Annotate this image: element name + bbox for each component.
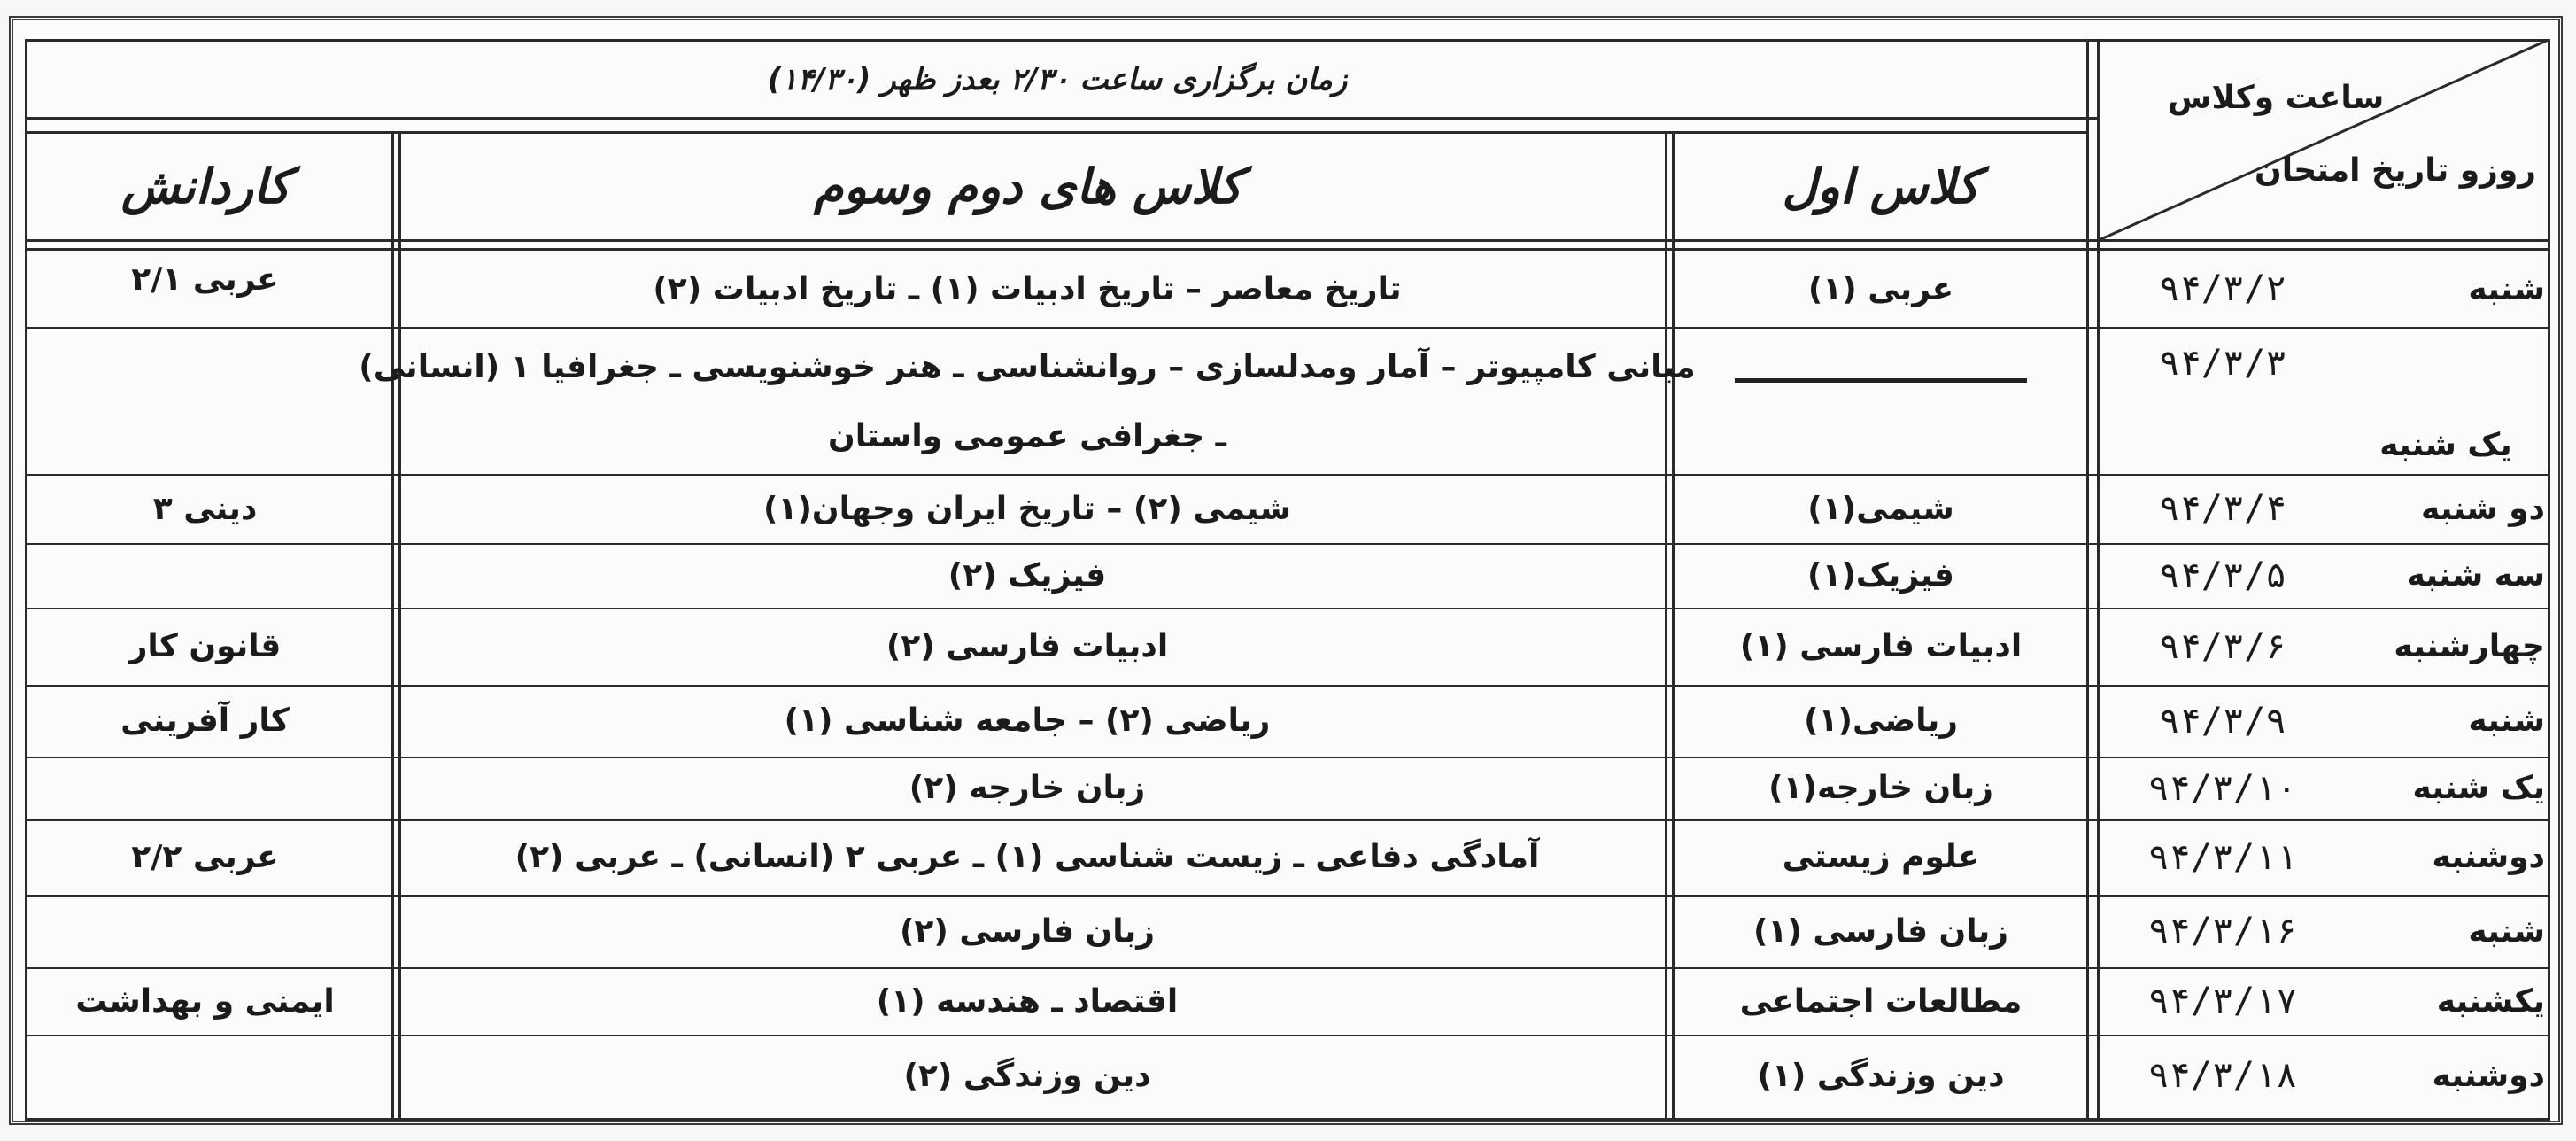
date-cell-text: ۹۴/۳/۹ (2158, 700, 2287, 741)
day-cell (2347, 608, 2545, 685)
first-grade-subject-text: ریاضی(۱) (1804, 702, 1958, 739)
first-grade-subject (1675, 757, 2086, 819)
date-cell (2108, 1035, 2338, 1116)
day-cell (2347, 819, 2545, 895)
kardanesh-subject-text: دینی ۳ (152, 490, 258, 527)
date-cell (2108, 251, 2338, 327)
exam-time-note (35, 44, 2079, 115)
date-cell-text: ۹۴/۳/۱۸ (2147, 1055, 2298, 1096)
day-cell-text: یک شنبه (2412, 770, 2545, 806)
first-column-left-2 (1665, 133, 1667, 1121)
dash-mark (1735, 378, 2027, 383)
first-grade-subject-text: مطالعات اجتماعی (1739, 982, 2023, 1020)
day-cell-text: شنبه (2468, 270, 2545, 307)
first-grade-subject-text: ادبیات فارسی (۱) (1739, 628, 2023, 664)
kardanesh-subject-text: قانون کار (128, 628, 282, 664)
first-grade-subject-text: شیمی(۱) (1807, 490, 1954, 527)
first-grade-subject (1675, 685, 2086, 757)
date-cell (2108, 543, 2338, 608)
second-third-subjects (402, 967, 1652, 1035)
date-cell (2108, 608, 2338, 685)
date-cell (2108, 685, 2338, 757)
first-grade-subject (1675, 967, 2086, 1035)
day-cell (2347, 251, 2545, 327)
first-grade-subject (1675, 895, 2086, 967)
day-cell-text: سه شنبه (2406, 557, 2545, 594)
second-third-subjects (402, 757, 1652, 819)
first-grade-subject (1675, 608, 2086, 685)
kardanesh-subject (30, 251, 380, 327)
first-grade-subject (1675, 819, 2086, 895)
day-cell-text: دوشنبه (2432, 1057, 2545, 1094)
second-third-subjects (402, 819, 1652, 895)
second-third-subjects-text: مبانی کامپیوتر – آمار ومدلسازی – روانشناسی ـ هنر خوشنویسی ـ جغرافیا ۱ (انسانی) (359, 348, 1696, 385)
second-third-subjects-text: آمادگی دفاعی ـ زیست شناسی (۱) ـ عربی ۲ (انسانی) ـ عربی (۲) (514, 839, 1540, 875)
day-cell (2347, 327, 2545, 474)
kardanesh-subject (30, 967, 380, 1035)
second-column-left-2 (391, 133, 394, 1121)
kardanesh-subject-text: ایمنی و بهداشت (75, 982, 335, 1020)
date-cell-text: ۹۴/۳/۱۷ (2147, 981, 2298, 1021)
second-column-left (398, 133, 401, 1121)
column-header-kardanesh (27, 133, 385, 239)
second-third-subjects-text: ادبیات فارسی (۲) (886, 628, 1169, 664)
date-cell-text: ۹۴/۳/۱۰ (2147, 767, 2298, 809)
date-cell-text: ۹۴/۳/۶ (2158, 625, 2287, 667)
second-third-subjects-text: زبان خارجه (۲) (909, 770, 1146, 806)
kardanesh-subject (30, 474, 380, 543)
column-header-first (1672, 133, 2090, 239)
kardanesh-subject-text: کار آفرینی (120, 702, 290, 739)
column-header-first-text: کلاس اول (1782, 158, 1980, 214)
frame-bottom (25, 1118, 2550, 1121)
column-header-second-third-text: کلاس های دوم وسوم (814, 158, 1242, 214)
first-grade-subject-text: فیزیک(۱) (1807, 557, 1954, 594)
day-cell (2347, 685, 2545, 757)
second-third-subjects (359, 331, 1696, 402)
date-cell (2108, 895, 2338, 967)
date-cell (2108, 757, 2338, 819)
date-cell-text: ۹۴/۳/۵ (2158, 555, 2287, 596)
corner-label-bottom (2249, 133, 2541, 208)
second-third-subjects (402, 608, 1652, 685)
corner-label-bottom-text: روزو تاریخ امتحان (2255, 152, 2537, 189)
day-cell-text: چهارشنبه (2394, 628, 2545, 664)
day-cell (2347, 895, 2545, 967)
second-third-subjects-text: ریاضی (۲) – جامعه شناسی (۱) (784, 702, 1271, 739)
corner-label-top (2143, 62, 2409, 133)
date-cell-text: ۹۴/۳/۱۱ (2147, 836, 2298, 878)
second-third-subjects-text: فیزیک (۲) (948, 557, 1107, 594)
day-cell-text: یک شنبه (2379, 427, 2512, 463)
day-cell (2347, 967, 2545, 1035)
kardanesh-subject (30, 608, 380, 685)
second-third-subjects-text: دین وزندگی (۲) (903, 1057, 1151, 1094)
date-cell (2108, 327, 2338, 474)
day-cell (2347, 757, 2545, 819)
second-third-subjects-text: اقتصاد ـ هندسه (۱) (876, 982, 1179, 1020)
day-cell (2347, 474, 2545, 543)
column-header-kardanesh-text: کاردانش (120, 158, 291, 214)
second-third-subjects-cont-text: ـ جغرافی عمومی واستان (828, 417, 1226, 454)
second-third-subjects (402, 895, 1652, 967)
day-cell-text: شنبه (2468, 702, 2545, 739)
kardanesh-subject-text: عربی ۲/۲ (131, 839, 279, 875)
first-column-left (1672, 133, 1675, 1121)
second-third-subjects (402, 543, 1652, 608)
second-third-subjects-text: شیمی (۲) – تاریخ ایران وجهان(۱) (763, 490, 1291, 527)
day-cell (2347, 543, 2545, 608)
first-grade-subject-text: زبان فارسی (۱) (1752, 912, 2009, 950)
day-cell-text: دو شنبه (2420, 490, 2545, 527)
second-third-subjects (402, 1035, 1652, 1116)
second-third-subjects-text: تاریخ معاصر – تاریخ ادبیات (۱) ـ تاریخ ادبیات (۲) (653, 270, 1402, 307)
kardanesh-subject (30, 819, 380, 895)
exam-time-note-text: زمان برگزاری ساعت ۲/۳۰ بعدز ظهر (۱۴/۳۰) (767, 62, 1348, 97)
kardanesh-subject-text: عربی ۲/۱ (131, 261, 279, 298)
first-grade-subject (1675, 1035, 2086, 1116)
second-third-subjects-text: زبان فارسی (۲) (899, 912, 1156, 950)
date-cell-text: ۹۴/۳/۳ (2158, 343, 2287, 384)
first-grade-subject-text: زبان خارجه(۱) (1768, 770, 1993, 806)
date-cell (2108, 474, 2338, 543)
day-cell (2347, 1035, 2545, 1116)
corner-label-top-text: ساعت وکلاس (2167, 79, 2385, 116)
kardanesh-subject (30, 685, 380, 757)
day-cell-text: دوشنبه (2432, 839, 2545, 875)
column-header-second-third (398, 133, 1658, 239)
first-grade-subject (1675, 251, 2086, 327)
first-grade-empty-dash (1675, 327, 2086, 433)
date-cell (2108, 967, 2338, 1035)
day-cell-text: یکشنبه (2436, 982, 2545, 1020)
second-third-subjects (402, 251, 1652, 327)
date-cell-text: ۹۴/۳/۴ (2158, 488, 2287, 529)
first-grade-subject-text: علوم زیستی (1782, 839, 1980, 875)
first-grade-subject (1675, 543, 2086, 608)
second-third-subjects (402, 685, 1652, 757)
date-cell-text: ۹۴/۳/۲ (2158, 268, 2287, 309)
first-grade-subject (1675, 474, 2086, 543)
second-third-subjects (402, 474, 1652, 543)
second-third-subjects-cont (402, 402, 1652, 470)
time-row-divider (25, 117, 2097, 120)
date-cell-text: ۹۴/۳/۱۶ (2147, 911, 2298, 951)
first-grade-subject-text: دین وزندگی (۱) (1757, 1057, 2005, 1094)
date-cell (2108, 819, 2338, 895)
day-cell-text: شنبه (2468, 912, 2545, 950)
first-grade-subject-text: عربی (۱) (1807, 270, 1954, 307)
